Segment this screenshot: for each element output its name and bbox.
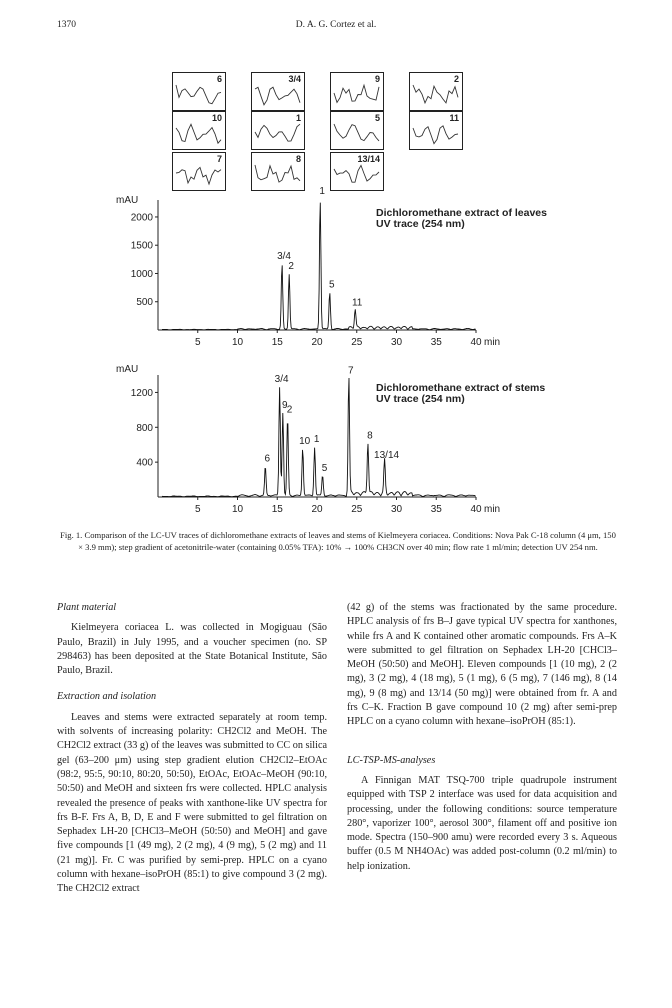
x-tick-label: 30 bbox=[390, 337, 403, 348]
uv-spectrum-label: 8 bbox=[295, 154, 301, 164]
x-tick-label: 20 bbox=[311, 337, 323, 348]
uv-spectrum-label: 1 bbox=[295, 113, 301, 123]
y-tick-label: 400 bbox=[136, 457, 153, 469]
x-tick-label: 15 bbox=[271, 504, 283, 515]
uv-spectrum-label: 11 bbox=[449, 113, 459, 123]
peak-label: 6 bbox=[264, 453, 271, 465]
running-title: D. A. G. Cortez et al. bbox=[295, 20, 377, 30]
x-tick-label: 5 bbox=[194, 504, 201, 515]
page-number: 1370 bbox=[57, 20, 76, 30]
figure-caption: Fig. 1. Comparison of the LC-UV traces of dichloromethane extracts of leaves and stems of Kielmeyera coriacea. Conditions: Nova Pak C-18 column (4 μm, 150 × 3.9 mm); step gradient of acetonitrile-water (containing 0.05% TFA): 10% → 100% CH3CN over 40 min; flow rate 1 ml/min; detection UV 254 nm. bbox=[60, 530, 616, 552]
uv-spectrum-label: 5 bbox=[374, 113, 380, 123]
x-tick-label: 35 bbox=[430, 504, 442, 515]
peak-label: 2 bbox=[286, 404, 293, 416]
y-tick-label: 1500 bbox=[130, 240, 153, 252]
y-axis-label: mAU bbox=[116, 195, 139, 206]
x-tick-label: 5 bbox=[194, 337, 201, 348]
x-tick-label: 15 bbox=[271, 337, 283, 348]
y-axis-label: mAU bbox=[116, 364, 139, 375]
x-tick-label: 30 bbox=[390, 504, 403, 515]
section-heading-extraction: Extraction and isolation bbox=[57, 691, 157, 703]
chart-title: Dichloromethane extract of leaves bbox=[376, 207, 547, 219]
peak-label: 3/4 bbox=[274, 374, 289, 386]
x-tick-label: 10 bbox=[231, 504, 244, 515]
peak-label: 1 bbox=[313, 434, 320, 446]
peak-label: 5 bbox=[321, 462, 328, 474]
x-tick-label: 25 bbox=[351, 504, 363, 515]
y-tick-label: 800 bbox=[136, 422, 153, 434]
x-tick-label: 25 bbox=[351, 337, 363, 348]
paragraph-lc-tsp-ms: A Finnigan MAT TSQ-700 triple quadrupole instrument equipped with TSP 2 interface was used for data acquisition and processing, under the following conditions: source temperature 280°, vaporizer 100°, aerosol 300°, filament off and positive ion mode. Spectra (150–900 amu) were recorded every 3 s. Aqueous buffer (0.5 M NH4OAc) was added post-column (0.2 ml/min) to help ionization. bbox=[347, 774, 617, 872]
x-axis-unit: min bbox=[484, 337, 501, 348]
peak-label: 1 bbox=[319, 186, 325, 197]
uv-spectrum-label: 7 bbox=[216, 154, 222, 164]
uv-spectrum-label: 6 bbox=[216, 74, 222, 84]
chart-subtitle: UV trace (254 nm) bbox=[376, 218, 465, 230]
y-tick-label: 500 bbox=[136, 297, 153, 309]
section-heading-plant-material: Plant material bbox=[57, 602, 117, 613]
x-tick-label: 40 bbox=[470, 504, 482, 515]
right-column bbox=[347, 601, 617, 874]
y-tick-label: 1000 bbox=[130, 268, 153, 280]
x-tick-label: 20 bbox=[311, 504, 323, 515]
peak-label: 10 bbox=[299, 435, 311, 447]
peak-label: 3/4 bbox=[277, 251, 291, 262]
uv-spectrum-label: 3/4 bbox=[288, 74, 301, 84]
x-axis-unit: min bbox=[484, 504, 501, 515]
section-heading-lc-tsp-ms: LC-TSP-MS-analyses bbox=[347, 754, 436, 766]
peak-label: 8 bbox=[367, 430, 373, 442]
x-tick-label: 35 bbox=[430, 337, 442, 348]
chart-subtitle: UV trace (254 nm) bbox=[376, 393, 465, 405]
paragraph-stems-continued: (42 g) of the stems was fractionated by the same procedure. HPLC analysis of frs B–J gave typical UV spectra for xanthones, while frs A and K contained other aromatic compounds. Frs A–K were submitted to gel filtration on Sephadex LH-20 [CHCl3–MeOH (50:50) and MeOH]. Eleven compounds [1 (10 mg), 2 (2 mg), 3 (2 mg), 4 (18 mg), 5 (1 mg), 6 (5 mg), 7 (146 mg), 8 (14 mg), 9 (8 mg) and 13/14 (50 mg)] were obtained from fr. A and frs C–K. Fraction B gave compound 10 (2 mg) after semi-prep HPLC on a cyano column with hexane–isoPrOH (85:1). bbox=[347, 602, 617, 728]
peak-label: 11 bbox=[351, 297, 363, 309]
chart-title: Dichloromethane extract of stems bbox=[376, 382, 546, 394]
peak-label: 2 bbox=[288, 261, 294, 273]
paragraph-extraction: Leaves and stems were extracted separately at room temp. with solvents of increasing polarity: CH2Cl2 and MeOH. The CH2Cl2 extract (33 g) of the leaves was submitted to CC on silica gel (63–200 μm) using step gradient elution CH2Cl2–EtOAc (98:2, 95:5, 90:10, 80:20, 50:50), EtOAc, EtOAc–MeOH (90:10, 50:50) and MeOH and sixteen frs were collected. HPLC analysis revealed the presence of peaks with xanthone-like UV spectra for frs B-F. Frs A, B, D, E and F were submitted to gel filtration on Sephadex LH-20 [CHCl3–MeOH (50:50) and MeOH] and gave five compounds [1 (49 mg), 2 (2 mg), 4 (9 mg), 5 (2 mg) and 11 (21 mg)]. Fr. C was purified by semi-prep. HPLC on a cyano column with hexane–isoPrOH (85:1) to give compound 3 (2 mg). The CH2Cl2 extract bbox=[57, 711, 327, 895]
uv-spectrum-label: 13/14 bbox=[357, 154, 380, 164]
uv-spectrum-label: 10 bbox=[211, 113, 222, 123]
peak-label: 5 bbox=[328, 279, 335, 291]
uv-spectrum-label: 2 bbox=[453, 74, 459, 84]
x-tick-label: 10 bbox=[231, 337, 244, 348]
left-column bbox=[57, 601, 327, 897]
x-tick-label: 40 bbox=[470, 337, 482, 348]
peak-label: 7 bbox=[348, 365, 354, 377]
uv-spectrum-label: 9 bbox=[374, 74, 380, 84]
peak-label: 13/14 bbox=[374, 449, 400, 461]
y-tick-label: 1200 bbox=[130, 387, 153, 399]
peak-label: 9 bbox=[282, 400, 288, 412]
paragraph-plant-material: Kielmeyera coriacea L. was collected in Mogiguau (São Paulo, Brazil) in July 1995, and a voucher specimen (no. SP 298463) has been deposited at the State Botanical Institute, São Paulo, Brazil. bbox=[57, 622, 327, 677]
y-tick-label: 2000 bbox=[130, 212, 153, 224]
